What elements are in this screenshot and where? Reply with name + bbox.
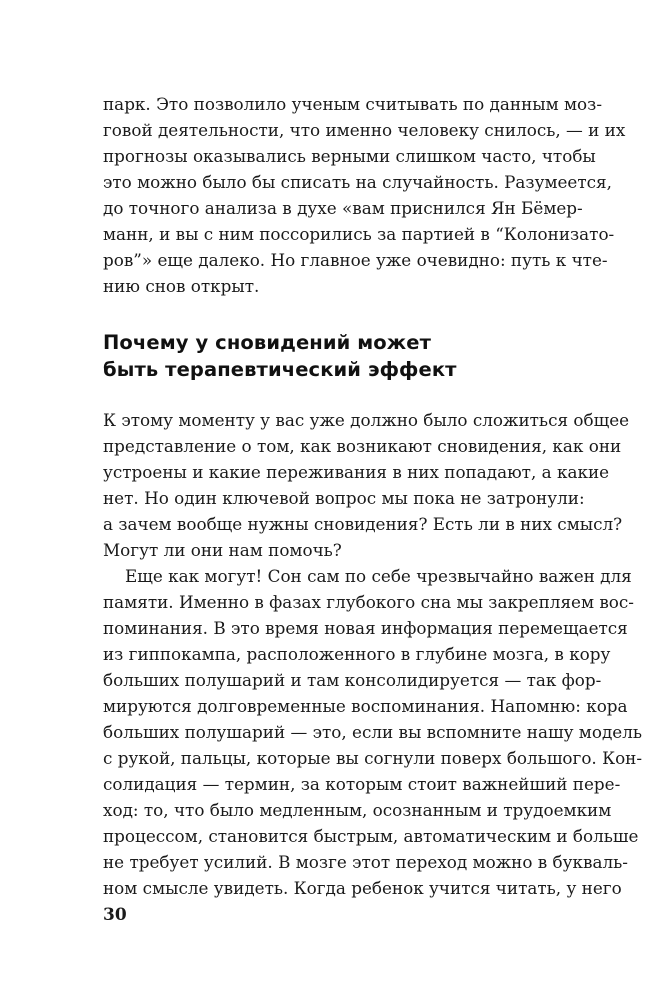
text-line: говой деятельности, что именно человеку снилось, — и их — [103, 120, 626, 140]
text-line: солидация — термин, за которым стоит важнейший пере- — [103, 774, 621, 794]
text-line: представление о том, как возникают сновидения, как они — [103, 436, 622, 456]
text-line: устроены и какие переживания в них попадают, а какие — [103, 462, 610, 482]
text-line: до точного анализа в духе «вам приснился Ян Бёмер- — [103, 198, 583, 218]
text-line: поминания. В это время новая информация перемещается — [103, 618, 628, 638]
text-line: Еще как могут! Сон сам по себе чрезвычайно важен для — [125, 566, 632, 586]
text-line: с рукой, пальцы, которые вы согнули поверх большого. Кон- — [103, 748, 643, 768]
text-line: не требует усилий. В мозге этот переход можно в букваль- — [103, 852, 628, 872]
text-line: ров”» еще далеко. Но главное уже очевидно: путь к чте- — [103, 250, 608, 270]
text-line: ход: то, что было медленным, осознанным и трудоемким — [103, 800, 612, 820]
text-line: мируются долговременные воспоминания. Напомню: кора — [103, 696, 628, 716]
heading-line: быть терапевтический эффект — [103, 358, 457, 381]
text-line: нию снов открыт. — [103, 276, 260, 296]
text-line: из гиппокампа, расположенного в глубине мозга, в кору — [103, 644, 611, 664]
text-line: памяти. Именно в фазах глубокого сна мы закрепляем вос- — [103, 592, 634, 612]
text-line: процессом, становится быстрым, автоматическим и больше — [103, 826, 639, 846]
text-line: К этому моменту у вас уже должно было сложиться общее — [103, 410, 630, 430]
text-line: Могут ли они нам помочь? — [103, 540, 342, 560]
text-line: парк. Это позволило ученым считывать по данным моз- — [103, 94, 602, 114]
text-line: нет. Но один ключевой вопрос мы пока не затронули: — [103, 488, 585, 508]
text-line: больших полушарий и там консолидируется — так фор- — [103, 670, 602, 690]
heading-line: Почему у сновидений может — [103, 331, 432, 354]
text-line: прогнозы оказывались верными слишком часто, чтобы — [103, 146, 596, 166]
text-line: а зачем вообще нужны сновидения? Есть ли в них смысл? — [103, 514, 623, 534]
text-line: манн, и вы с ним поссорились за партией в “Колонизато- — [103, 224, 615, 244]
text-line: больших полушарий — это, если вы вспомните нашу модель — [103, 722, 642, 742]
page-number: 30 — [103, 905, 127, 925]
text-line: ном смысле увидеть. Когда ребенок учится читать, у него — [103, 878, 622, 898]
text-line: это можно было бы списать на случайность. Разумеется, — [103, 172, 612, 192]
